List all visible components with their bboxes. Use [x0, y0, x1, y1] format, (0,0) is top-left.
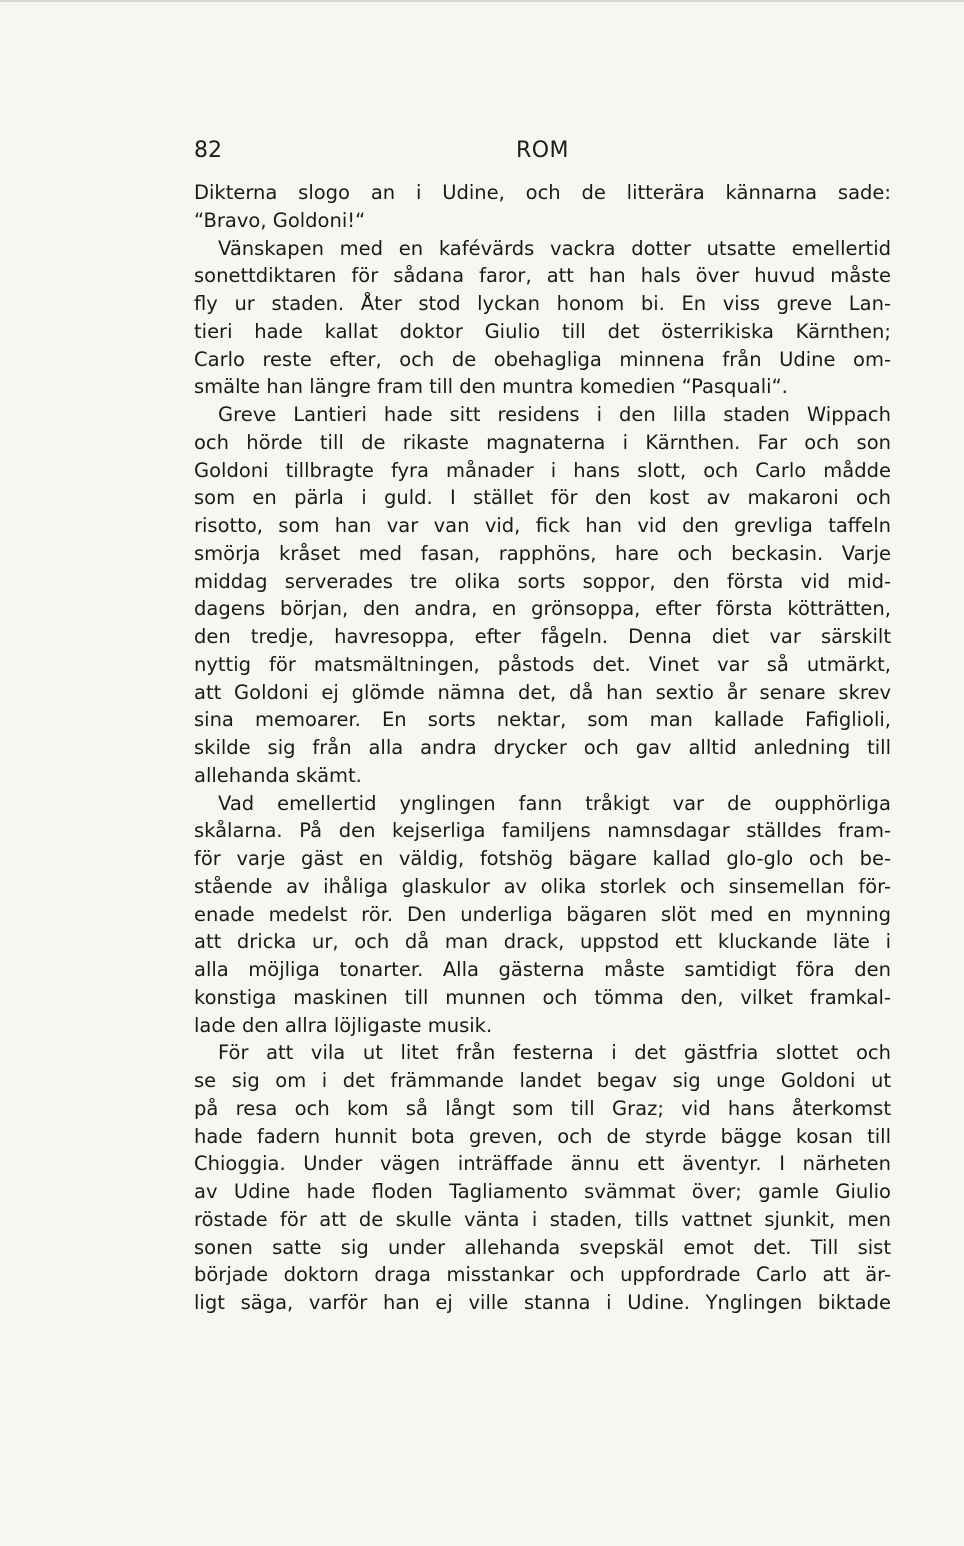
text-line: som en pärla i guld. I stället för den kost av makaroni och [194, 486, 891, 510]
text-line: för varje gäst en väldig, fotshög bägare kallad glo-glo och be- [194, 847, 891, 870]
page-number: 82 [194, 138, 222, 163]
text-line: alla möjliga tonarter. Alla gästerna måste samtidigt föra den [194, 958, 891, 981]
text-line: se sig om i det främmande landet begav sig unge Goldoni ut [194, 1069, 891, 1092]
text-line: att Goldoni ej glömde nämna det, då han sextio år senare skrev [194, 680, 891, 704]
text-line: smälte han längre fram till den muntra komedien “Pasquali“. [194, 375, 788, 399]
text-line: skålarna. På den kejserliga familjens namnsdagar ställdes fram- [194, 819, 891, 843]
text-line: Vad emellertid ynglingen fann tråkigt var de oupphörliga [218, 791, 891, 815]
text-line: Dikterna slogo an i Udine, och de litterära kännarna sade: [194, 181, 891, 204]
text-line: “Bravo, Goldoni!“ [194, 208, 366, 232]
text-line: sina memoarer. En sorts nektar, som man kallade Fafiglioli, [194, 708, 891, 732]
text-line: och hörde till de rikaste magnaterna i Kärnthen. Far och son [194, 430, 891, 454]
text-line: middag serverades tre olika sorts soppor, den första vid mid- [194, 569, 891, 593]
text-line: röstade för att de skulle vänta i staden, tills vattnet sjunkit, men [194, 1207, 891, 1231]
text-line: sonen satte sig under allehanda svepskäl emot det. Till sist [194, 1235, 891, 1259]
text-line: dagens början, den andra, en grönsoppa, efter första kötträtten, [194, 597, 891, 621]
text-line: Greve Lantieri hade sitt residens i den lilla staden Wippach [218, 403, 891, 426]
body-text [194, 179, 891, 1317]
text-line: konstiga maskinen till munnen och tömma den, vilket framkal- [194, 985, 891, 1009]
text-line: För att vila ut litet från festerna i det gästfria slottet och [218, 1041, 891, 1065]
text-line: allehanda skämt. [194, 763, 362, 787]
text-line: nyttig för matsmältningen, påstods det. Vinet var så utmärkt, [194, 652, 891, 676]
text-line: risotto, som han var van vid, fick han vid den grevliga taffeln [194, 514, 891, 537]
text-line: sonettdiktaren för sådana faror, att han hals över huvud måste [194, 264, 891, 288]
text-line: enade medelst rör. Den underliga bägaren slöt med en mynning [194, 902, 891, 926]
text-line: smörja kråset med fasan, rapphöns, hare och beckasin. Varje [194, 541, 891, 565]
text-line: ligt säga, varför han ej ville stanna i Udine. Ynglingen biktade [194, 1291, 891, 1314]
text-line: på resa och kom så långt som till Graz; vid hans återkomst [194, 1096, 891, 1120]
text-line: Goldoni tillbragte fyra månader i hans slott, och Carlo mådde [194, 458, 891, 482]
running-head: ROM [515, 138, 570, 163]
text-line: den tredje, havresoppa, efter fågeln. Denna diet var särskilt [194, 625, 891, 648]
text-line: hade fadern hunnit bota greven, och de styrde bägge kosan till [194, 1124, 891, 1148]
page-header [194, 135, 891, 167]
text-line: stående av ihåliga glaskulor av olika storlek och sinsemellan för- [194, 874, 891, 898]
text-line: av Udine hade floden Tagliamento svämmat över; gamle Giulio [194, 1180, 891, 1203]
text-line: började doktorn draga misstankar och uppfordrade Carlo att är- [194, 1263, 891, 1287]
text-line: Chioggia. Under vägen inträffade ännu ett äventyr. I närheten [194, 1152, 891, 1176]
text-line: Carlo reste efter, och de obehagliga minnena från Udine om- [194, 347, 891, 371]
text-line: att dricka ur, och då man drack, uppstod ett kluckande läte i [194, 930, 891, 954]
text-line: skilde sig från alla andra drycker och gav alltid anledning till [194, 736, 891, 759]
text-line: lade den allra löjligaste musik. [194, 1013, 493, 1037]
text-line: fly ur staden. Åter stod lyckan honom bi. En viss greve Lan- [194, 292, 891, 315]
text-line: tieri hade kallat doktor Giulio till det österrikiska Kärnthen; [194, 319, 891, 343]
text-line: Vänskapen med en kafévärds vackra dotter utsatte emellertid [218, 236, 891, 260]
